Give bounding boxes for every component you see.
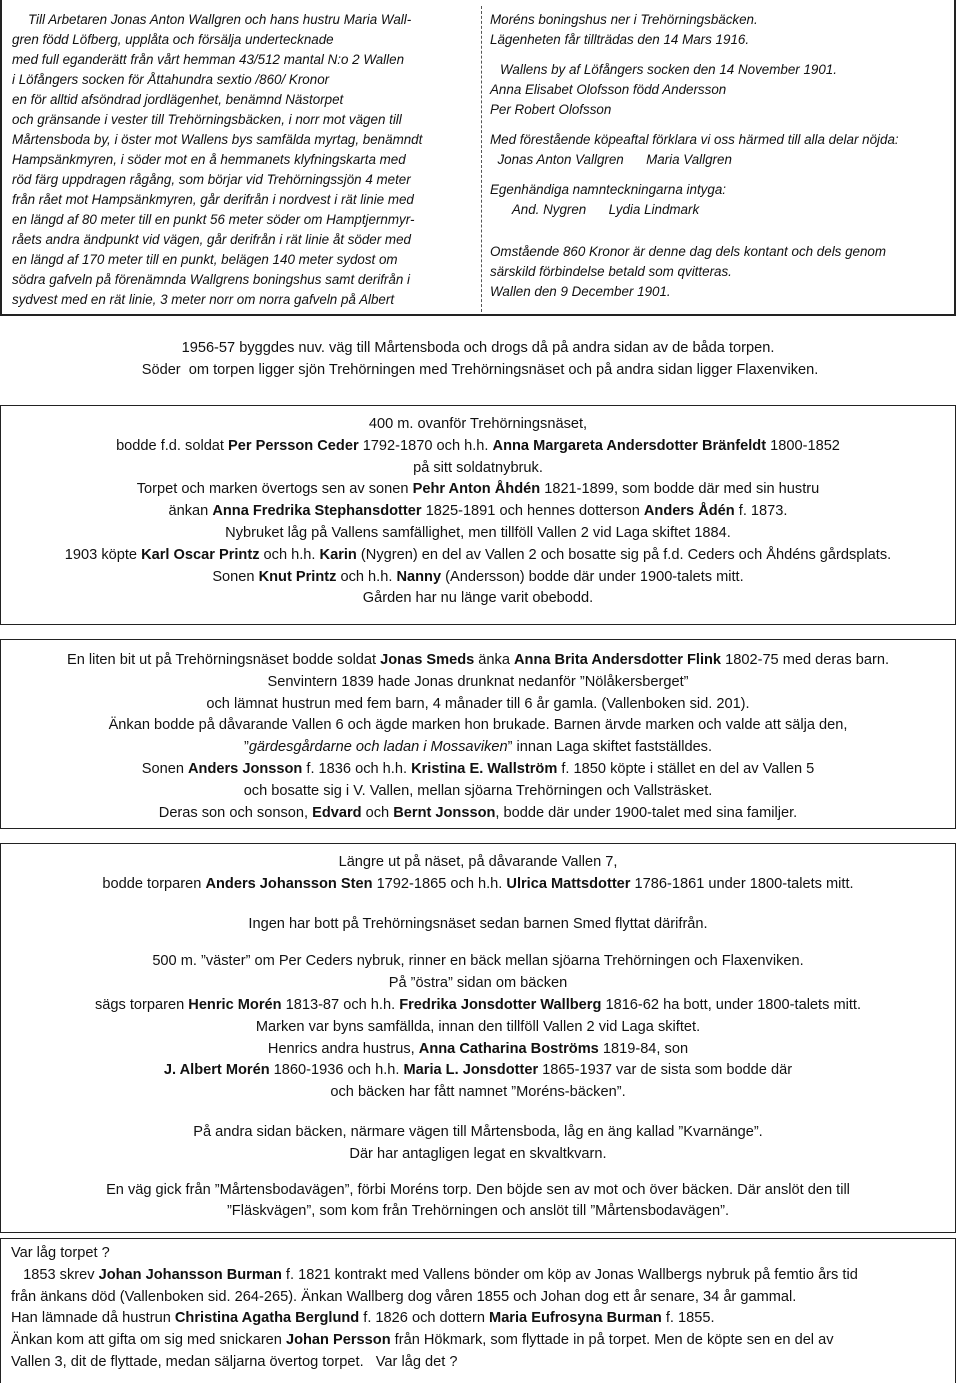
paragraph-line: ”gärdesgårdarne och ladan i Mossaviken” innan Laga skiftet fastställdes.	[243, 739, 713, 756]
person-name: Ulrica Mattsdotter	[506, 875, 631, 892]
paragraph-line: 1903 köpte Karl Oscar Printz och h.h. Karin (Nygren) en del av Vallen 2 och bosatte sig på f.d. Ceders och Åhdéns gårdsplats.	[64, 546, 892, 563]
contract-left-column	[12, 10, 478, 310]
intro-section	[0, 338, 956, 382]
signature-line: Jonas Anton Vallgren Maria Vallgren	[490, 152, 732, 167]
person-name: Anders Johansson Sten	[205, 875, 373, 892]
paragraph-line: Sonen Anders Jonsson f. 1836 och h.h. Kristina E. Wallström f. 1850 köpte i stället en del av Vallen 5	[141, 760, 815, 777]
paragraph-line: En väg gick från ”Mårtensbodavägen”, förbi Moréns torp. Den böjde sen av mot och över bäcken. Där anslöt den till	[106, 1181, 850, 1198]
person-name: Anna Fredrika Stephansdotter	[212, 503, 422, 520]
person-name: Knut Printz	[258, 568, 337, 585]
paragraph-line: Söder om torpen ligger sjön Trehörningen med Trehörningsnäset och på andra sidan ligger Flaxenviken.	[137, 361, 819, 378]
paragraph-line: På andra sidan bäcken, närmare vägen till Mårtensboda, låg en äng kallad ”Kvarnänge”.	[193, 1123, 763, 1140]
contract-line: Hampsänkmyren, i söder mot en å hemmanets klyfningskarta med	[12, 152, 406, 167]
paragraph-line: och bäcken har fått namnet ”Moréns-bäcken”.	[330, 1084, 626, 1101]
ceder-section	[0, 405, 956, 625]
paragraph-line: Han lämnade då hustrun Christina Agatha Berglund f. 1826 och dottern Maria Eufrosyna Burman f. 1855.	[11, 1310, 715, 1327]
person-name: Bernt Jonsson	[393, 804, 496, 821]
paragraph-line: bodde f.d. soldat Per Persson Ceder 1792-1870 och h.h. Anna Margareta Andersdotter Bränfeldt 1800-1852	[116, 437, 840, 454]
person-name: Edvard	[312, 804, 362, 821]
paragraph-line: änkan Anna Fredrika Stephansdotter 1825-1891 och hennes dotterson Anders Ådén f. 1873.	[168, 503, 788, 520]
paragraph-line: Marken var byns samfällda, innan den tillföll Vallen 2 vid Laga skiftet.	[255, 1018, 701, 1035]
person-name: Fredrika Jonsdotter Wallberg	[399, 996, 602, 1013]
contract-right-column	[490, 10, 956, 302]
person-name: Anders Ådén	[643, 503, 735, 520]
paragraph-line: på sitt soldatnybruk.	[413, 459, 543, 476]
contract-line: Lägenheten får tillträdas den 14 Mars 1916.	[490, 32, 750, 47]
moren-section	[0, 843, 956, 1233]
contract-box	[0, 0, 956, 316]
person-name: Jonas Smeds	[380, 652, 475, 668]
paragraph-line: 1956-57 byggdes nuv. väg till Mårtensboda och drogs då på andra sidan av de båda torpen.	[181, 340, 775, 356]
person-name: Karl Oscar Printz	[141, 546, 260, 563]
contract-line: Mårtensboda by, i öster mot Wallens bys samfälda myrtag, benämndt	[12, 132, 423, 147]
contract-line: från rået mot Hampsänkmyren, går derifrån i nordvest i rät linie med	[12, 192, 414, 207]
person-name: Pehr Anton Åhdén	[412, 481, 541, 498]
contract-line: gren född Löfberg, upplåta och försälja undertecknade	[12, 32, 334, 47]
person-name: Anna Catharina Boströms	[418, 1040, 599, 1057]
paragraph-line: Änkan bodde på dåvarande Vallen 6 och ägde marken hon brukade. Barnen ärvde marken och valde att sälja den,	[108, 717, 848, 734]
person-name: Jonsdotter	[462, 1062, 539, 1079]
paragraph-line: 500 m. ”väster” om Per Ceders nybruk, rinner en bäck mellan sjöarna Trehörningen och Flaxenviken.	[152, 953, 804, 970]
contract-line: en längd af 80 meter till en punkt 56 meter söder om Hamptjernmyr-	[12, 212, 415, 227]
paragraph-line: Deras son och sonson, Edvard och Bernt Jonsson, bodde där under 1900-talet med sina familjer.	[158, 804, 798, 821]
paragraph-line: Där har antagligen legat en skvaltkvarn.	[349, 1145, 607, 1162]
person-name: Maria Eufrosyna Burman	[489, 1310, 662, 1327]
paragraph-line: Nybruket låg på Vallens samfällighet, men tillföll Vallen 2 vid Laga skiftet 1884.	[225, 524, 731, 541]
contract-line: Egenhändiga namnteckningarna intyga:	[490, 182, 726, 197]
paragraph-line: Gården har nu länge varit obebodd.	[362, 590, 594, 607]
paragraph-line: 1853 skrev Johan Johansson Burman f. 1821 kontrakt med Vallens bönder om köp av Jonas Wallbergs nybruk på femtio års tid	[11, 1266, 858, 1283]
paragraph-line: och lämnat hustrun med fem barn, 4 månader till 6 år gamla. (Vallenboken sid. 201).	[206, 695, 750, 712]
contract-line: en längd af 170 meter till en punkt, belägen 140 meter sydost om	[12, 252, 398, 267]
person-name: Kristina E. Wallström	[411, 760, 558, 777]
contract-line: Till Arbetaren Jonas Anton Wallgren och hans hustru Maria Wall-	[28, 12, 412, 27]
person-name: Per Persson Ceder	[228, 437, 359, 454]
person-name: Johan Johansson Burman	[98, 1266, 282, 1283]
person-name: Johan Persson	[285, 1332, 391, 1349]
paragraph-line: Vallen 3, dit de flyttade, medan säljarna övertog torpet. Var låg det ?	[11, 1353, 458, 1370]
contract-line: sydvest med en rät linie, 3 meter norr om norra gafveln på Albert	[12, 292, 395, 307]
contract-line: Per Robert Olofsson	[490, 102, 612, 117]
contract-line: södra gafveln på förenämnda Wallgrens boningshus samt derifrån i	[12, 272, 410, 287]
paragraph-line: Henrics andra hustrus, Anna Catharina Boströms 1819-84, son	[267, 1040, 689, 1057]
contract-line: särskild förbindelse betald som qvitteras.	[490, 264, 732, 279]
contract-line: Med förestående köpeaftal förklara vi oss härmed till alla delar nöjda:	[490, 132, 899, 147]
contract-line: röd färg uppdragen rågång, som börjar vid Trehörningssjön 4 meter	[12, 172, 411, 187]
person-name: Anna Margareta Andersdotter Bränfeldt	[492, 437, 767, 454]
contract-line: och gränsande i vester till Trehörningsbäcken, i norr mot vägen till	[12, 112, 402, 127]
paragraph-line: Ingen har bott på Trehörningsnäset sedan barnen Smed flyttat därifrån.	[248, 915, 708, 932]
contract-line: Wallen den 9 December 1901.	[490, 284, 671, 299]
person-name: Henric Morén	[188, 996, 282, 1013]
person-name: J. Albert Morén	[163, 1062, 270, 1079]
paragraph-line: Var låg torpet ?	[11, 1245, 110, 1261]
person-name: Anders Jonsson	[188, 760, 303, 777]
paragraph-line: 400 m. ovanför Trehörningsnäset,	[368, 416, 588, 432]
contract-line: råets andra ändpunkt vid vägen, går derifrån i rät linie åt söder med	[12, 232, 411, 247]
smed-section	[0, 639, 956, 829]
burman-section	[0, 1238, 956, 1383]
contract-line: Anna Elisabet Olofsson född Andersson	[490, 82, 727, 97]
paragraph-line: från änkans död (Vallenboken sid. 264-265). Änkan Wallberg dog våren 1855 och Johan dog ett år senare, 34 år gammal.	[11, 1288, 797, 1305]
contract-line: Wallens by af Löfångers socken den 14 November 1901.	[500, 62, 837, 77]
contract-line: en för alltid afsöndrad jordlägenhet, benämnd Nästorpet	[12, 92, 344, 107]
paragraph-line: Längre ut på näset, på dåvarande Vallen 7,	[338, 854, 618, 870]
paragraph-line: Torpet och marken övertogs sen av sonen Pehr Anton Åhdén 1821-1899, som bodde där med sin hustru	[136, 481, 820, 498]
witness-line: And. Nygren Lydia Lindmark	[490, 202, 700, 217]
contract-line: med full eganderätt från vårt hemman 43/512 mantal N:o 2 Wallen	[12, 52, 405, 67]
paragraph-line: En liten bit ut på Trehörningsnäset bodde soldat Jonas Smeds änka Anna Brita Andersdotter Flink 1802-75 med deras barn.	[66, 652, 889, 668]
person-name: Maria L.	[403, 1062, 459, 1079]
paragraph-line: J. Albert Morén 1860-1936 och h.h. Maria L. Jonsdotter 1865-1937 var de sista som bodde där	[163, 1062, 793, 1079]
paragraph-line: Senvintern 1839 hade Jonas drunknat nedanför ”Nölåkersberget”	[267, 673, 689, 690]
contract-line: Moréns boningshus ner i Trehörningsbäcken.	[490, 12, 758, 27]
paragraph-line: ”Fläskvägen”, som kom från Trehörningen och anslöt till ”Mårtensbodavägen”.	[226, 1203, 730, 1220]
person-name: Nanny	[396, 568, 442, 585]
paragraph-line: Sonen Knut Printz och h.h. Nanny (Andersson) bodde där under 1900-talets mitt.	[212, 568, 744, 585]
column-divider	[481, 6, 482, 312]
paragraph-line: och bosatte sig i V. Vallen, mellan sjöarna Trehörningen och Vallsträsket.	[243, 782, 713, 799]
person-name: Karin	[319, 546, 357, 563]
paragraph-line: bodde torparen Anders Johansson Sten 1792-1865 och h.h. Ulrica Mattsdotter 1786-1861 under 1800-talets mitt.	[102, 875, 854, 892]
paragraph-line: sägs torparen Henric Morén 1813-87 och h.h. Fredrika Jonsdotter Wallberg 1816-62 ha bott, under 1800-talets mitt.	[94, 996, 862, 1013]
person-name: Anna Brita Andersdotter Flink	[514, 652, 722, 668]
paragraph-line: Änkan kom att gifta om sig med snickaren Johan Persson från Hökmark, som flyttade in på torpet. Men de köpte sen en del av	[11, 1332, 834, 1349]
paragraph-line: På ”östra” sidan om bäcken	[388, 975, 568, 992]
contract-line: Omstående 860 Kronor är denne dag dels kontant och dels genom	[490, 244, 887, 259]
contract-line: i Löfångers socken för Åttahundra sextio /860/ Kronor	[12, 72, 330, 87]
person-name: Christina Agatha Berglund	[174, 1310, 360, 1327]
